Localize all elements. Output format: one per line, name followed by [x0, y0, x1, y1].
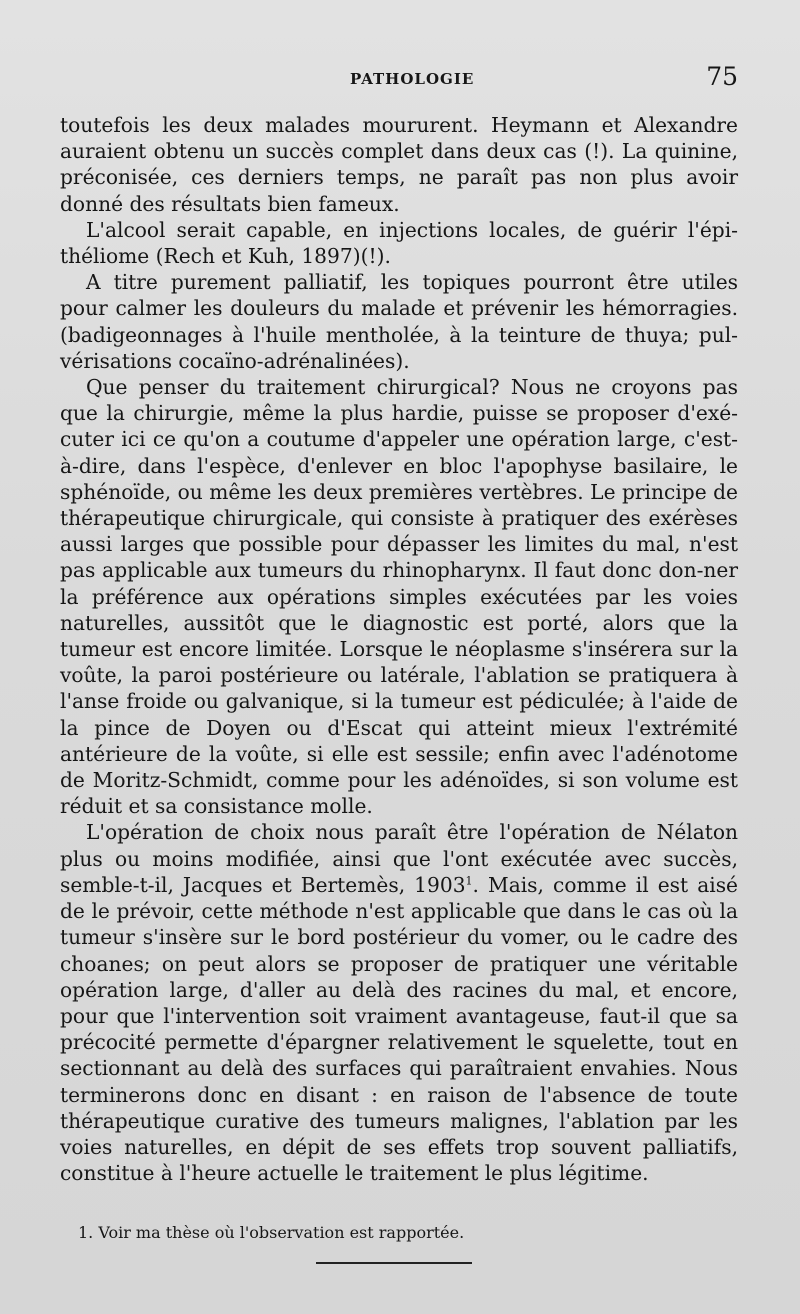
footnote-reference[interactable]: 1 [465, 874, 473, 888]
footnote: 1. Voir ma thèse où l'observation est rapportée. [78, 1223, 465, 1242]
paragraph-4: Que penser du traitement chirurgical? Nous ne croyons pas que la chirurgie, même la plus hardie, puisse se proposer d'exé-cuter ici ce qu'on a coutume d'appeler une opération large, c'est-à-dire, dans l'espèce, d'enlever en bloc l'apophyse basilaire, le sphénoïde, ou même les deux premières vertèbres. Le principe de thérapeutique chirurgicale, qui consiste à pratiquer des exérèses aussi larges que possible pour dépasser les limites du mal, n'est pas applicable aux tumeurs du rhinopharynx. Il faut donc don-ner la préférence aux opérations simples exécutées par les voies naturelles, aussitôt que le diagnostic est porté, alors que la tumeur est encore limitée. Lorsque le néoplasme s'insérera sur la voûte, la paroi postérieure ou latérale, l'ablation se pratiquera à l'anse froide ou galvanique, si la tumeur est pédiculée; à l'aide de la pince de Doyen ou d'Escat qui atteint mieux l'extrémité antérieure de la voûte, si elle est sessile; enfin avec l'adénotome de Moritz-Schmidt, comme pour les adénoïdes, si son volume est réduit et sa consistance molle. [60, 375, 738, 819]
body-text [60, 112, 738, 1186]
paragraph-1: toutefois les deux malades moururent. Heymann et Alexandre auraient obtenu un succès complet dans deux cas (!). La quinine, préconisée, ces derniers temps, ne paraît pas non plus avoir donné des résultats bien fameux. [60, 113, 738, 216]
paragraph-5-text-b: . Mais, comme il est aisé de le prévoir, cette méthode n'est applicable que dans le cas où la tumeur s'insère sur le bord postérieur du vomer, ou le cadre des choanes; on peut alors se proposer de pratiquer une véritable opération large, d'aller au delà des racines du mal, et encore, pour que l'intervention soit vraiment avantageuse, faut-il que sa précocité permette d'épargner relativement le squelette, tout en sectionnant au delà des surfaces qui paraîtraient envahies. Nous terminerons donc en disant : en raison de l'absence de toute thérapeutique curative des tumeurs malignes, l'ablation par les voies naturelles, en dépit de ses effets trop souvent palliatifs, constitue à l'heure actuelle le traitement le plus légitime. [60, 872, 738, 1186]
running-head: PATHOLOGIE [350, 70, 475, 88]
paragraph-2: L'alcool serait capable, en injections locales, de guérir l'épi-théliome (Rech et Kuh, 1897)(!). [60, 217, 738, 269]
page-header [60, 62, 738, 98]
paragraph-5-text-a: L'opération de choix nous paraît être l'opération de Nélaton plus ou moins modifiée, ainsi que l'ont exécutée avec succès, semble-t-il, Jacques et Bertemès, 1903 [60, 820, 738, 897]
page-number: 75 [706, 62, 738, 91]
paragraph-3: A titre purement palliatif, les topiques pourront être utiles pour calmer les douleurs du malade et prévenir les hémorragies. (badigeonnages à l'huile mentholée, à la teinture de thuya; pul-vérisations cocaïno-adrénalinées). [60, 270, 738, 373]
paragraph-5 [60, 819, 738, 1186]
footnote-divider [316, 1262, 472, 1264]
footnote-area [60, 1222, 738, 1244]
